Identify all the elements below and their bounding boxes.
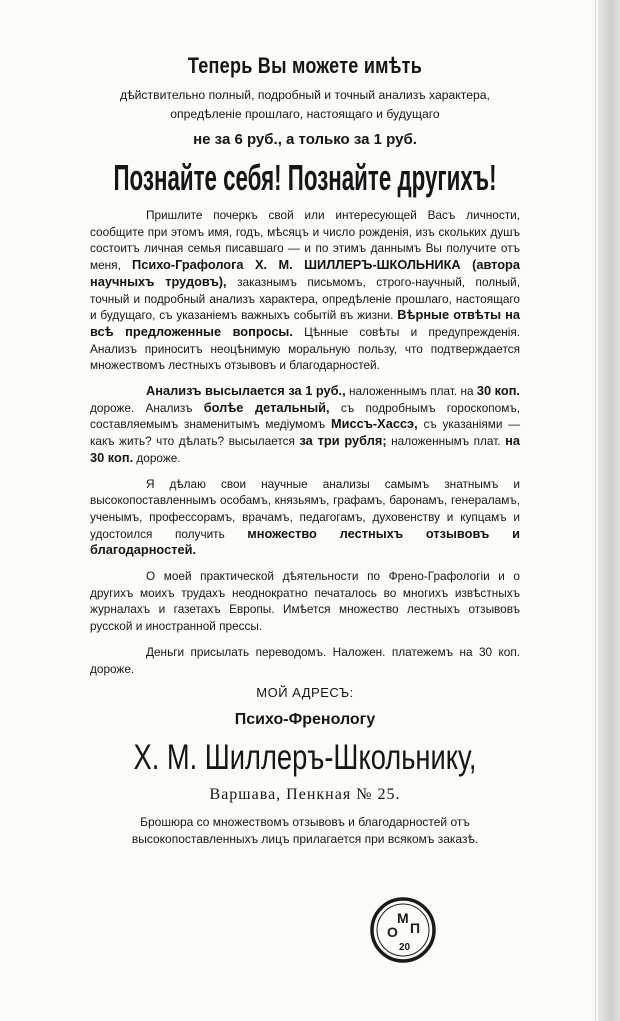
advertisement-page xyxy=(90,52,520,848)
address-city: Варшава, Пенкная № 25. xyxy=(209,786,401,804)
subtitle-line-2: опредѣленіе прошлаго, настоящаго и будущаго xyxy=(170,107,440,121)
p2-text-3: съ подробнымъ гороскопомъ, составляемымъ знаменитымъ медіумомъ xyxy=(90,400,520,432)
price-line: не за 6 руб., а только за 1 руб. xyxy=(193,131,417,148)
p1-text-1: Пришлите почеркъ свой или интересующей Васъ личности, сообщите при этомъ имя, годъ, мѣсяцъ и число рожденія, изъ скольких душъ состоитъ личная семья писавшаго — и по этимъ даннымъ Вы получите отъ меня, xyxy=(90,208,520,273)
p2-text-1: наложеннымъ плат. на xyxy=(345,384,477,399)
p2-bold-3: болѣе детальный, xyxy=(203,399,330,415)
stamp-number: 20 xyxy=(399,942,411,953)
paragraph-payment: Деньги присылать переводомъ. Наложен. платежемъ на 30 коп. дороже. xyxy=(90,644,520,676)
p2-text-2: дороже. Анализъ xyxy=(90,400,204,415)
p1-text-2: заказнымъ письмомъ, строго-научный, полный, точный и подробный анализъ характера, опредѣленіе прошлаго, настоящаго и будущаго, съ указаніемъ важныхъ событій въ жизни. xyxy=(90,274,520,323)
brochure-note: Брошюра со множествомъ отзывовъ и благодарностей отъ высокопоставленныхъ лицъ прилагается при всякомъ заказѣ. xyxy=(131,815,479,847)
p1-bold-answers: Вѣрные отвѣты на всѣ предложенные вопросы. xyxy=(90,307,520,339)
stamp-letter-3: П xyxy=(410,920,421,936)
slogan: Познайте себя! Познайте другихъ! xyxy=(113,157,497,198)
paragraph-clients xyxy=(90,476,520,560)
address-recipient-title: Психо-Френологу xyxy=(234,711,376,729)
p2-bold-2: 30 коп. xyxy=(476,383,520,399)
p1-text-3: Цѣнные совѣты и предупрежденія. Анализъ приноситъ неоцѣнимую моральную пользу, что подтверждается множествомъ лестныхъ отзывовъ и благодарностей. xyxy=(90,324,520,373)
p2-bold-6: на 30 коп. xyxy=(90,433,520,465)
p1-bold-author: Психо-Графолога Х. М. ШИЛЛЕРЪ-ШКОЛЬНИКА (автора научныхъ трудовъ), xyxy=(90,257,520,289)
p3-text-1: Я дѣлаю свои научные анализы самымъ знатнымъ и высокопоставленнымъ особамъ, князьямъ, графамъ, баронамъ, генераламъ, ученымъ, профессорамъ, врачамъ, педагогамъ, духовенству и купцамъ и удостоился получить xyxy=(90,476,520,541)
paragraph-press: О моей практической дѣятельности по Френо-Графологіи и о другихъ моихъ трудахъ неоднократно печаталось во многихъ извѣстныхъ журналахъ и газетахъ Европы. Имѣется множество лестныхъ отзывовъ русской и иностранной прессы. xyxy=(90,569,520,634)
subtitle-line-1: дѣйствительно полный, подробный и точный анализъ характера, xyxy=(120,88,490,102)
address-recipient-name: Х. М. Шиллеръ-Школьнику, xyxy=(133,738,477,778)
paragraph-prices xyxy=(90,383,520,467)
p2-text-5: наложеннымъ плат. xyxy=(386,434,506,449)
p2-bold-1: Анализъ высылается за 1 руб., xyxy=(146,383,346,399)
page-edge-shadow xyxy=(598,0,620,1021)
address-label: МОЙ АДРЕСЪ: xyxy=(256,685,354,701)
p3-bold-1: множество лестныхъ отзывовъ и благодарностей. xyxy=(90,525,520,558)
p2-text-6: дороже. xyxy=(133,450,181,465)
p2-bold-4: Миссъ-Хассэ, xyxy=(330,416,418,432)
stamp-letter-1: О xyxy=(387,924,398,940)
page-fold-line xyxy=(595,0,596,1021)
stamp-letter-2: М xyxy=(397,910,409,926)
paragraph-send-handwriting xyxy=(90,207,520,374)
headline: Теперь Вы можете имѣть xyxy=(187,53,423,78)
p2-text-4: съ указаніями — какъ жить? что дѣлать? высылается xyxy=(90,417,520,449)
library-stamp xyxy=(368,895,438,965)
p2-bold-5: за три рубля; xyxy=(299,433,387,449)
